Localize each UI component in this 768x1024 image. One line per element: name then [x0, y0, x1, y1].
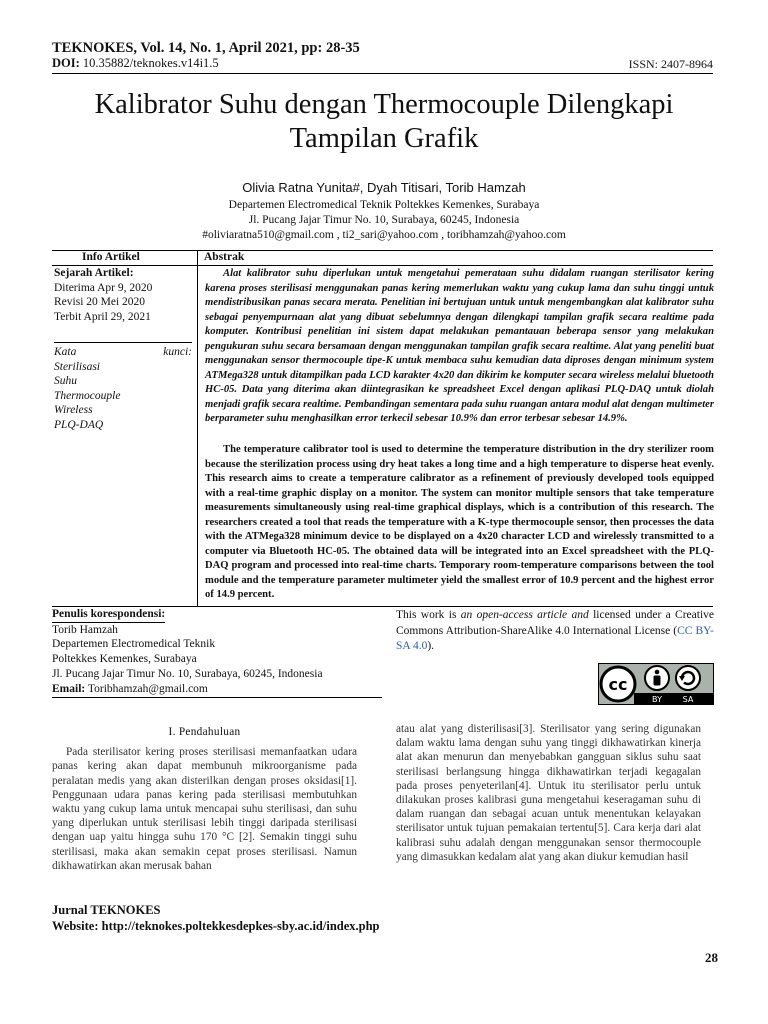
keywords-block	[54, 342, 192, 432]
license-statement	[396, 608, 714, 655]
revised-date: Revisi 20 Mei 2020	[54, 296, 146, 308]
correspondence-address: Jl. Pucang Jajar Timur No. 10, Surabaya, 60245, Indonesia	[52, 667, 323, 680]
license-text-2: licensed under a Creative Commons Attribution-ShareAlike 4.0 International License (	[396, 609, 715, 637]
keyword-item: Sterilisasi	[54, 360, 101, 373]
by-head	[655, 670, 660, 675]
info-header-row	[52, 251, 713, 266]
keyword-item: Thermocouple	[54, 389, 121, 402]
doi-line	[52, 56, 219, 71]
received-date: Diterima Apr 9, 2020	[54, 281, 153, 294]
journal-citation: TEKNOKES, Vol. 14, No. 1, April 2021, pp: 28-35	[52, 40, 360, 56]
cc-by-sa-badge-icon[interactable]	[598, 663, 714, 705]
article-info-column	[54, 266, 192, 432]
doi-link[interactable]: 10.35882/teknokes.v14i1.5	[82, 56, 219, 70]
correspondence-heading: Penulis korespondensi:	[52, 607, 165, 623]
correspondence-rule	[52, 697, 382, 698]
by-body	[654, 676, 661, 686]
abstract-heading: Abstrak	[204, 251, 245, 263]
issn: ISSN: 2407-8964	[628, 57, 713, 71]
badge-bottom-bar	[634, 693, 713, 704]
footer-journal: Jurnal TEKNOKES	[52, 903, 161, 917]
correspondence-block	[52, 607, 323, 696]
article-title	[40, 88, 728, 156]
intro-paragraph-left: Pada sterilisator kering proses sterilisasi memanfaatkan udara panas kering akan dapat membunuh mikroorganisme pada peralatan medis yang akan disterilkan dengan proses oksidasi[1]. Penggunaan udara panas kering pada sterilisasi membutuhkan waktu yang cukup lama untuk mencapai suhu sterilisasi, dan suhu yang diperlukan untuk sterilisasi lebih tinggi daripada sterilisasi dengan uap yaitu hingga suhu 170 °C [2]. Semakin tinggi suhu sterilisasi, maka akan semakin cepat proses sterilisasi. Namun dikhawatirkan akan merusak bahan	[52, 746, 357, 872]
abstract-id-text: Alat kalibrator suhu diperlukan untuk mengetahui pemerataan suhu didalam ruangan sterilisator kering karena proses sterilisasi menggunakan panas kering memerlukan waktu yang cukup lama dan suhu tinggi untuk mendistribusikan panas secara merata. Penelitian ini bertujuan untuk untuk mengembangkan alat kalibrator suhu sebagai penyempurnaan alat yang dibuat sebelumnya dengan dilengkapi tampilan grafik secara realtime pada komputer. Kontribusi penelitian ini sistem dapat melakukan pemantauan beberapa sensor yang melakukan pengukuran suhu secara bersamaan dengan menggunakan tampilan grafik secara realtime. Alat yang peneliti buat menggunakan sensor thermocouple tipe-K untuk membaca suhu kemudian data diproses dengan minimum system ATMega328 untuk ditampilkan pada LCD karakter 4x20 dan dikirim ke komputer secara wireless melalui bluetooth HC-05. Data yang diterima akan diintegrasikan ke spreadsheet Excel dengan aplikasi PLQ-DAQ untuk diolah menjadi grafik secara realtime. Pembandingan sementara pada suhu ruangan antara modul alat dengan multimeter berparameter suhu menghasilkan error terkecil sebesar 10.9% dan error terbesar sebesar 14.9%.	[205, 268, 714, 424]
info-heading: Info Artikel	[82, 251, 140, 263]
author-list: Olivia Ratna Yunita#, Dyah Titisari, Torib Hamzah	[242, 180, 526, 195]
keywords-label-part1: Kata	[54, 346, 77, 358]
affiliation	[0, 198, 768, 243]
header-rule	[52, 73, 713, 74]
footer-website[interactable]: Website: http://teknokes.poltekkesdepkes-sby.ac.id/index.php	[52, 918, 380, 933]
section-title: I. Pendahuluan	[168, 726, 241, 738]
license-text-3: ).	[427, 640, 435, 652]
title-line-2: Tampilan Grafik	[289, 123, 479, 154]
history-heading: Sejarah Artikel:	[54, 267, 134, 279]
email-label: Email:	[52, 682, 86, 695]
license-text-italic: an open-access article and	[460, 609, 589, 621]
keyword-item: PLQ-DAQ	[54, 418, 104, 431]
body-column-left	[52, 725, 357, 873]
doi-label: DOI:	[52, 56, 80, 70]
affiliation-address: Jl. Pucang Jajar Timur No. 10, Surabaya, 60245, Indonesia	[248, 214, 520, 226]
cc-letters: cc	[608, 675, 628, 694]
correspondence-name: Torib Hamzah	[52, 623, 118, 636]
published-date: Terbit April 29, 2021	[54, 310, 151, 323]
keywords-label	[54, 345, 192, 360]
sa-label: SA	[682, 695, 694, 704]
abstract-indonesian	[205, 267, 714, 427]
correspondence-institution: Poltekkes Kemenkes, Surabaya	[52, 653, 197, 666]
intro-paragraph-right: atau alat yang disterilisasi[3]. Sterilisator yang sering digunakan dalam waktu lama dengan suhu yang tinggi dikhawatirkan kinerja alat akan menurun dan menyebabkan gangguan siklus suhu saat sterilisasi berlangsung hingga dikhawatirkan terjadi kegagalan pada proses penyeterilan[4]. Untuk itu sterilisator perlu untuk dilakukan proses kalibrasi guna mengetahui keseragaman suhu di dalam ruangan dan sebagai acuan untuk menentukan kelayakan sterilisator untuk tujuan pemakaian tertentu[5]. Cara kerja dari alat kalibrasi suhu adalah dengan menggunakan sensor thermocouple yang dimasukkan kedalam alat yang akan diukur kemudian hasil	[396, 723, 701, 863]
abstract-english	[205, 443, 714, 603]
affiliation-emails[interactable]: #oliviaratna510@gmail.com , ti2_sari@yahoo.com , toribhamzah@yahoo.com	[202, 229, 566, 241]
correspondence-email-line	[52, 682, 323, 697]
info-column-divider	[197, 251, 198, 606]
page-number: 28	[705, 950, 718, 965]
keywords-label-part2: kunci:	[163, 346, 192, 358]
license-link[interactable]: CC BY-SA 4.0	[396, 624, 714, 652]
correspondence-dept: Departemen Electromedical Teknik	[52, 638, 216, 651]
by-label: BY	[652, 695, 662, 704]
page-footer	[52, 903, 380, 934]
keyword-item: Suhu	[54, 375, 77, 387]
abstract-en-text: The temperature calibrator tool is used to determine the temperature distribution in the dry sterilizer room because the sterilization process using dry heat takes a long time and a high temperature to disperse heat evenly. This research aims to create a temperature calibrator as a refinement of previously developed tools equipped with a real-time graphic display on a monitor. The system can monitor multiple sensors that take temperature measurements simultaneously using real-time graphical displays, which is a contribution of this research. The researchers created a tool that reads the temperature with a K-type thermocouple sensor, then processes the data with the ATMega328 minimum device to be displayed on a 4x20 character LCD and wirelessly transmitted to a computer via Bluetooth HC-05. The obtained data will be integrated into an Excel spreadsheet with the PLQ-DAQ program and processed into real-time charts. Temporary room-temperature comparisons between the tool module and the temperature parameter multimeter yield the smallest error of 10.9 percent and the highest error of 14.9 percent.	[205, 444, 714, 600]
body-column-right	[396, 722, 701, 864]
title-line-1: Kalibrator Suhu dengan Thermocouple Dilengkapi	[94, 89, 674, 120]
sa-circle-icon	[676, 666, 700, 690]
affiliation-dept: Departemen Electromedical Teknik Poltekkes Kemenkes, Surabaya	[228, 199, 540, 211]
correspondence-email[interactable]: Toribhamzah@gmail.com	[87, 682, 208, 695]
keyword-item: Wireless	[54, 404, 93, 416]
license-text-1: This work is	[396, 609, 461, 621]
